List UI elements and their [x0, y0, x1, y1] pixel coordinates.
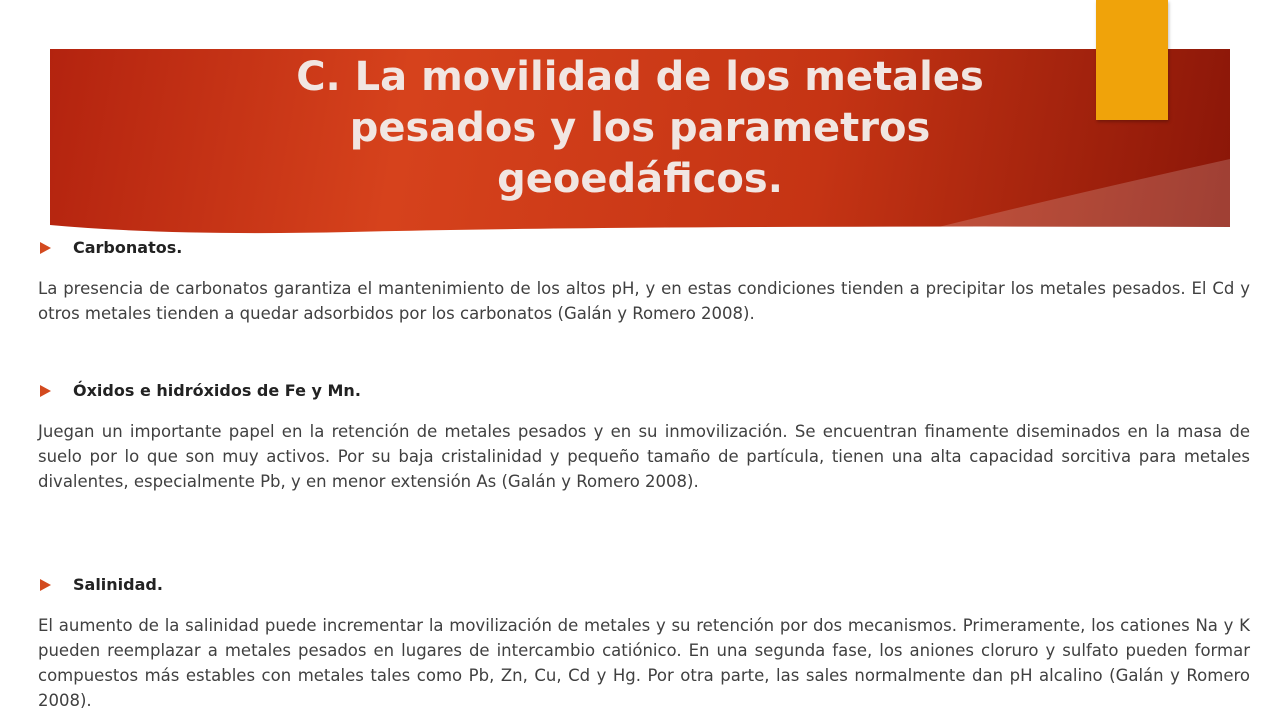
- section-heading-salinidad: [40, 575, 163, 594]
- section-body-salinidad: El aumento de la salinidad puede incrementar la movilización de metales y su retención por dos mecanismos. Primeramente, los cationes Na y K pueden reemplazar a metales pesados en lugares de intercambio catiónico. En una segunda fase, los aniones cloruro y sulfato pueden formar compuestos más estables con metales tales como Pb, Zn, Cu, Cd y Hg. Por otra parte, las sales normalmente dan pH alcalino (Galán y Romero 2008).: [38, 616, 1250, 710]
- section-heading-label: Óxidos e hidróxidos de Fe y Mn.: [73, 381, 361, 400]
- slide-title: C. La movilidad de los metales pesados y los parametros geoedáficos.: [296, 54, 984, 202]
- right-triangle-bullet-icon: [40, 385, 51, 397]
- right-triangle-bullet-icon: [40, 242, 51, 254]
- section-heading-label: Carbonatos.: [73, 238, 183, 257]
- section-body-oxidos: Juegan un importante papel en la retención de metales pesados y en su inmovilización. Se encuentran finamente diseminados en la masa de suelo por lo que son muy activos. Por su baja cristalinidad y pequeño tamaño de partícula, tienen una alta capacidad sorcitiva para metales divalentes, especialmente Pb, y en menor extensión As (Galán y Romero 2008).: [38, 422, 1250, 491]
- section-heading-carbonatos: [40, 238, 182, 257]
- section-heading-oxidos: [40, 381, 361, 400]
- section-heading-label: Salinidad.: [73, 575, 163, 594]
- section-body-carbonatos: La presencia de carbonatos garantiza el mantenimiento de los altos pH, y en estas condiciones tienden a precipitar los metales pesados. El Cd y otros metales tienden a quedar adsorbidos por los carbonatos (Galán y Romero 2008).: [38, 279, 1250, 323]
- accent-tab: [1096, 0, 1168, 120]
- right-triangle-bullet-icon: [40, 579, 51, 591]
